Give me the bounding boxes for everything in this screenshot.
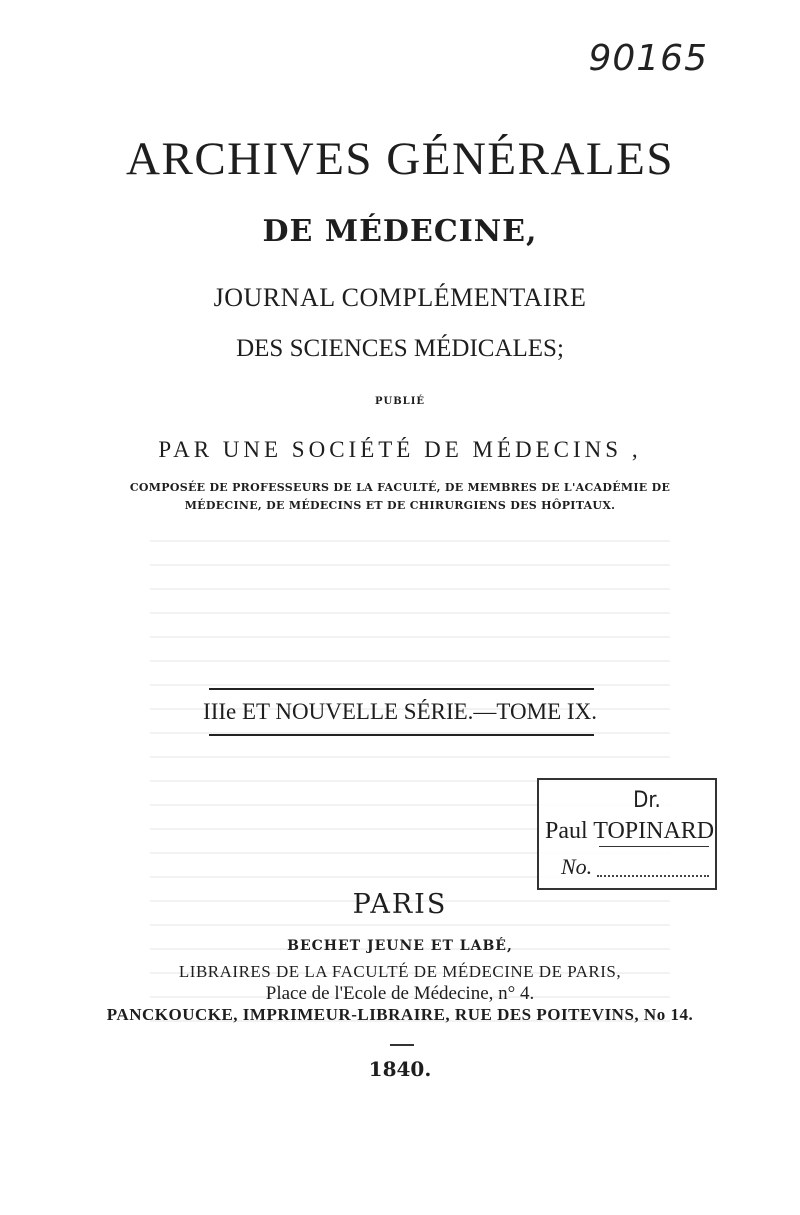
year-rule — [390, 1044, 414, 1046]
stamp-owner-name: Paul TOPINARD — [545, 818, 715, 844]
stamp-underline — [599, 846, 709, 847]
imprint-year: 1840. — [368, 1057, 432, 1081]
series-volume: IIIe ET NOUVELLE SÉRIE.—TOME IX. — [203, 699, 597, 724]
imprint-printer: PANCKOUCKE, IMPRIMEUR-LIBRAIRE, RUE DES POITEVINS, No 14. — [106, 1005, 694, 1024]
stamp-number-dots — [597, 875, 709, 877]
journal-subtitle-sciences: DES SCIENCES MÉDICALES; — [236, 335, 564, 362]
journal-title: ARCHIVES GÉNÉRALES — [126, 133, 674, 185]
series-rule-top — [209, 688, 594, 690]
composition-line-1: COMPOSÉE DE PROFESSEURS DE LA FACULTÉ, DE MEMBRES DE L'ACADÉMIE DE — [129, 481, 671, 494]
owner-stamp — [537, 778, 717, 890]
journal-subtitle-medecine: DE MÉDECINE, — [262, 214, 538, 249]
handwritten-shelfmark: 90165 — [588, 38, 708, 79]
imprint-publisher: BECHET JEUNE ET LABÉ, — [287, 938, 513, 954]
journal-subtitle-complementaire: JOURNAL COMPLÉMENTAIRE — [213, 283, 587, 312]
publie-label: PUBLIÉ — [374, 396, 426, 407]
imprint-city: PARIS — [352, 889, 448, 920]
society-line: PAR UNE SOCIÉTÉ DE MÉDECINS , — [158, 437, 642, 462]
series-rule-bottom — [209, 734, 594, 736]
imprint-address: Place de l'Ecole de Médecine, n° 4. — [265, 983, 535, 1004]
stamp-title: Dr. — [633, 788, 661, 813]
imprint-libraires: LIBRAIRES DE LA FACULTÉ DE MÉDECINE DE PARIS, — [178, 962, 622, 981]
stamp-number-label: No. — [561, 854, 593, 879]
composition-line-2: MÉDECINE, DE MÉDECINS ET DE CHIRURGIENS DES HÔPITAUX. — [184, 499, 616, 512]
